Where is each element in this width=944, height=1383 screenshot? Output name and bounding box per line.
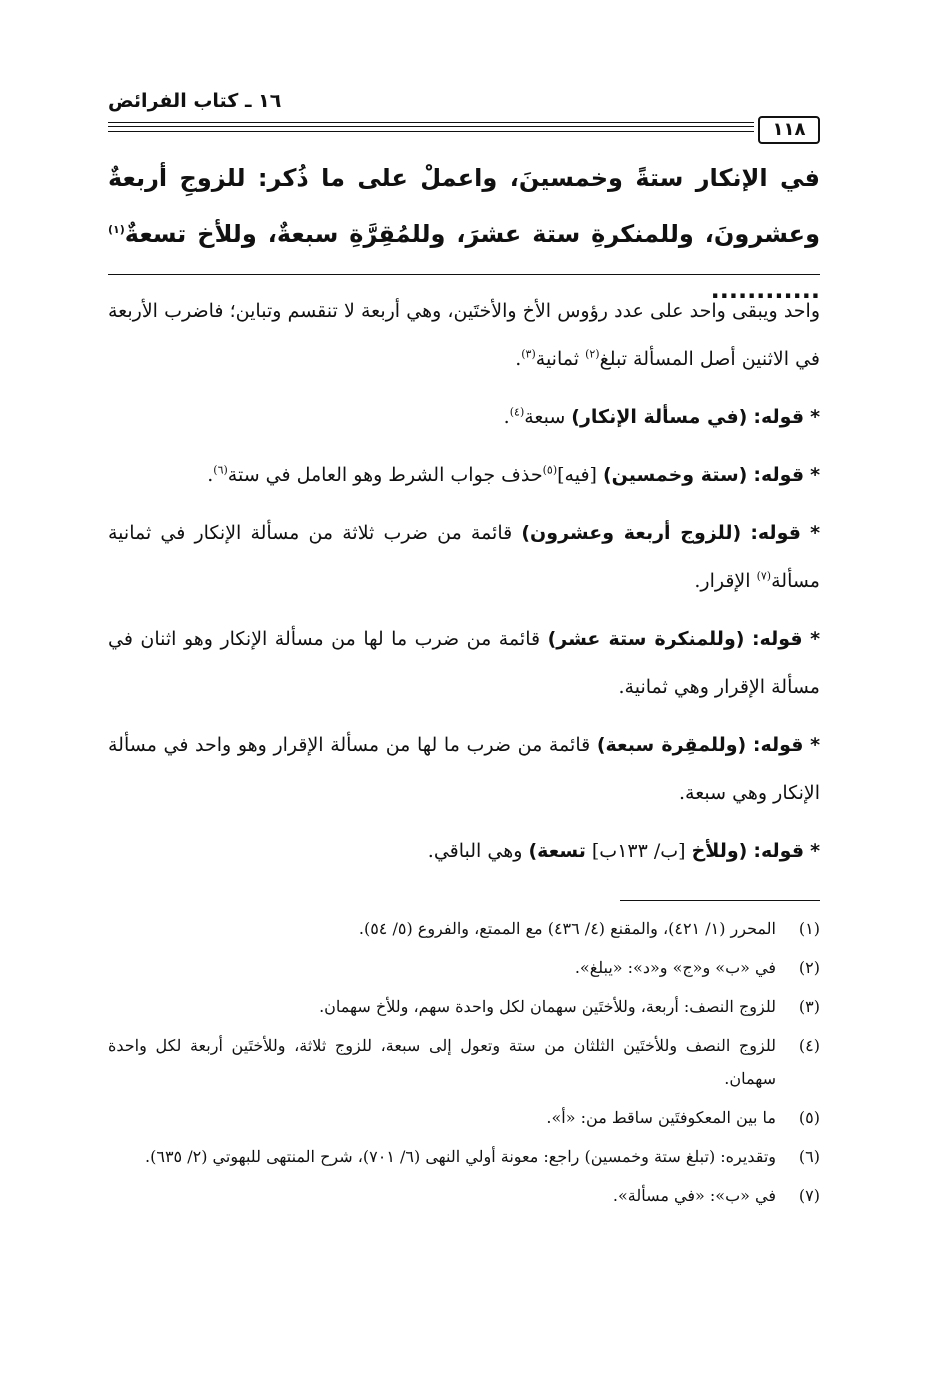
paragraph-text: سبعة (524, 406, 572, 428)
footnote (108, 912, 820, 945)
qawluh-label: قوله: (752, 734, 804, 756)
commentary-paragraph (108, 615, 820, 711)
footnote-number: (٦) (798, 1147, 820, 1166)
footnote-text: المحرر (١/ ٤٢١)، والمقنع (٤/ ٤٣٦) مع الممتع، والفروع (٥/ ٥٤). (358, 919, 776, 938)
footnote-ref: (١) (108, 223, 125, 236)
matn-body: في الإنكار ستةً وخمسينَ، واعملْ على ما ذُكر: للزوجِ أربعةٌ وعشرونَ، وللمنكرةِ ستة عشرَ، وللمُقِرَّةِ سبعةٌ، وللأخ تسعةٌ (108, 164, 820, 248)
matn-quote: (وللمقِرة سبعة) (596, 734, 747, 756)
header-double-rule (108, 122, 754, 127)
footnote (108, 990, 820, 1023)
footnote-separator (620, 900, 820, 901)
footnote-ref: (٦) (213, 463, 228, 477)
footnote (108, 1179, 820, 1212)
paragraph-text: حذف جواب الشرط وهو العامل في ستة (227, 464, 543, 486)
footnote-text: وتقديره: (تبلغ ستة وخمسين) راجع: معونة أولي النهى (٦/ ٧٠١)، شرح المنتهى للبهوتي (٢/ ٦٣٥). (145, 1147, 776, 1166)
asterisk-icon: * (810, 734, 821, 756)
footnote-ref: (٧) (756, 569, 772, 583)
commentary-paragraph (108, 393, 820, 441)
manuscript-folio-ref: [ب/ ١٣٣ب] (585, 840, 692, 862)
footnotes (108, 912, 820, 1218)
asterisk-icon: * (810, 522, 820, 544)
footnote-text: في «ب» و«ج» و«د»: «يبلغ». (574, 958, 776, 977)
commentary-paragraph (108, 287, 820, 383)
page-number: ١١٨ (758, 116, 820, 144)
matn-quote: (وللأخ (691, 840, 748, 862)
footnote-number: (١) (798, 919, 820, 938)
footnote-number: (٧) (798, 1186, 820, 1205)
asterisk-icon: * (810, 628, 820, 650)
footnote-text: للزوج النصف وللأختَين الثلثان من ستة وتعول إلى سبعة، للزوج ثلاثة، وللأختَين أربعة لكل واحدة سهمان. (108, 1036, 776, 1088)
matn-quote: (ستة وخمسين) (602, 464, 748, 486)
footnote-number: (٥) (798, 1108, 820, 1127)
footnote (108, 1029, 820, 1095)
footnote-text: في «ب»: «في مسألة». (612, 1186, 776, 1205)
paragraph-text: . (207, 464, 214, 486)
asterisk-icon: * (810, 840, 820, 862)
footnote (108, 951, 820, 984)
paragraph-text: وهي الباقي. (427, 840, 529, 862)
matn-quote: (في مسألة الإنكار) (571, 406, 748, 428)
footnote-ref: (٤) (509, 405, 525, 419)
qawluh-label: قوله: (753, 840, 805, 862)
footnote-text: ما بين المعكوفتَين ساقط من: «أ». (546, 1108, 776, 1127)
footnote-number: (٤) (798, 1036, 820, 1055)
asterisk-icon: * (810, 464, 820, 486)
matn-dots: ............ (710, 276, 820, 304)
matn-separator (108, 274, 820, 275)
footnote-ref: (٣) (521, 347, 536, 361)
commentary (108, 287, 820, 875)
chapter-title: ١٦ ـ كتاب الفرائض (108, 90, 282, 112)
footnote-ref: (٥) (542, 463, 558, 477)
paragraph-text: قائمة من ضرب ما لها من مسألة الإقرار وهو واحد في مسألة الإنكار وهي سبعة. (108, 734, 820, 804)
paragraph-text: [فيه] (557, 464, 603, 486)
paragraph-text: الإقرار. (694, 570, 757, 592)
asterisk-icon: * (810, 406, 820, 428)
paragraph-text: . (515, 348, 522, 370)
footnote (108, 1140, 820, 1173)
qawluh-label: قوله: (751, 628, 803, 650)
paragraph-text: قائمة من ضرب ثلاثة من مسألة الإنكار في ثمانية مسألة (108, 522, 820, 592)
paragraph-text: واحد ويبقى واحد على عدد رؤوس الأخ والأختَين، وهي أربعة لا تنقسم وتباين؛ فاضرب الأربعة في الاثنين أصل المسألة تبلغ (108, 300, 820, 370)
commentary-paragraph (108, 827, 820, 875)
footnote-number: (٣) (798, 997, 820, 1016)
qawluh-label: قوله: (753, 406, 805, 428)
matn-quote: (وللمنكرة ستة عشر) (547, 628, 745, 650)
footnote-ref: (٢) (585, 347, 600, 361)
running-header (108, 90, 820, 140)
qawluh-label: قوله: (750, 522, 801, 544)
paragraph-text: ثمانية (535, 348, 586, 370)
footnote (108, 1101, 820, 1134)
paragraph-text: قائمة من ضرب ما لها من مسألة الإنكار وهو اثنان في مسألة الإقرار وهي ثمانية. (108, 628, 820, 698)
qawluh-label: قوله: (753, 464, 805, 486)
matn-quote: تسعة) (528, 840, 586, 862)
matn-quote: (للزوج أربعة وعشرون) (521, 522, 742, 544)
commentary-paragraph (108, 721, 820, 817)
footnote-text: للزوج النصف: أربعة، وللأختَين سهمان لكل واحدة سهم، وللأخ سهمان. (319, 997, 776, 1016)
footnote-number: (٢) (798, 958, 820, 977)
commentary-paragraph (108, 509, 820, 605)
header-rule (108, 131, 754, 132)
paragraph-text: . (503, 406, 510, 428)
commentary-paragraph (108, 451, 820, 499)
